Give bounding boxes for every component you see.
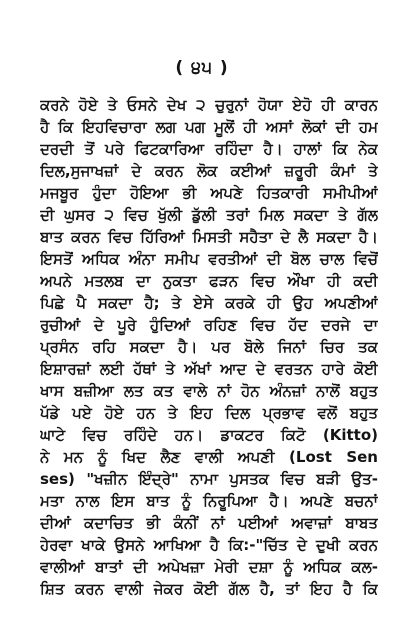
page-number: ( ੪੫ ) [175,58,229,78]
text-line-15: ਪੱਡੇ ਪਏ ਹੋਏ ਹਨ ਤੇ ਇਹ ਦਿਲ ਪ੍ਰਭਾਵ ਵਲੋਂ ਬਹੁਤ [40,404,378,422]
text-line-1: ਕਰਨੇ ਹੋਏ ਤੇ ਓਸਨੇ ਦੇਖ ੨ ਚੁਰੁਨਾਂ ਹੋਯਾ ਏਹੋ ਹੀ ਕਾਰਨ [40,96,378,114]
text-line-19: ਮਤਾ ਨਾਲ ਇਸ ਬਾਤ ਨੂੰ ਨਿਰੂਪਿਆ ਹੈ। ਅਪਣੇ ਬਚਨਾਂ [40,492,378,510]
text-line-2: ਹੈ ਕਿ ਇਹਵਿਚਾਰਾ ਲਗ ਪਗ ਮੂਲੋਂ ਹੀ ਅਸਾਂ ਲੋਕਾਂ ਦੀ ਹਮ [40,118,378,136]
text-line-16: ਘਾਟੇ ਵਿਚ ਰਹਿੰਦੇ ਹਨ। ਡਾਕਟਰ ਕਿਟੋ (Kitto) [40,426,378,444]
text-line-12: ਪ੍ਰਸੰਨ ਰਹਿ ਸਕਦਾ ਹੈ। ਪਰ ਬੋਲੇ ਜਿਨਾਂ ਚਿਰ ਤਕ [40,338,378,356]
text-line-22: ਵਾਲੀਆਂ ਬਾਤਾਂ ਦੀ ਅਪੇਖਜ਼ਾ ਮੇਰੀ ਦਸ਼ਾ ਨੂੰ ਅਧਿਕ ਕਲ- [40,558,378,576]
text-line-13: ਇਸ਼ਾਰਜ਼ਾਂ ਲਈ ਹੱਥਾਂ ਤੇ ਅੱਖਾਂ ਆਦ ਦੇ ਵਰਤਨ ਹਾਰੇ ਕੋਈ [40,360,378,378]
text-line-21: ਹੇਰਵਾ ਖਾਕੇ ਉਸਨੇ ਆਖਿਆ ਹੈ ਕਿ:-"ਚਿੱਤ ਦੇ ਦੁਖੀ ਕਰਨ [40,536,378,554]
text-line-14: ਖਾਸ ਬਜ਼ੀਆ ਲਤ ਕਤ ਵਾਲੇ ਨਾਂ ਹੋਨ ਅੰਨਜ਼ਾਂ ਨਾਲੋਂ ਬਹੁਤ [40,382,378,400]
text-line-7: ਬਾਤ ਕਰਨ ਵਿਚ ਹਿੱਰਿਆਂ ਮਿਸਤੀ ਸਹੈਤਾ ਦੇ ਲੈ ਸਕਦਾ ਹੈ। [40,228,378,246]
text-line-18: ses) "ਖਜ਼ੀਨ ਇੰਦ੍ਰੇ" ਨਾਮਾ ਪੁਸਤਕ ਵਿਚ ਬੜੀ ਉਤ- [40,470,378,488]
body-text [40,94,378,600]
text-line-17: ਨੇ ਮਨ ਨੂੰ ਖਿਦ ਲੈਣ ਵਾਲੀ ਅਪਣੀ (Lost Sen [40,448,378,466]
text-line-8: ਇਸਤੋਂ ਅਧਿਕ ਅੰਨਾ ਸਮੀਪ ਵਰਤੀਆਂ ਦੀ ਬੋਲ ਚਾਲ ਵਿਚੋਂ [40,250,378,268]
text-line-9: ਅਪਨੇ ਮਤਲਬ ਦਾ ਨੁਕਤਾ ਫੜਨ ਵਿਚ ਔਖਾ ਹੀ ਕਦੀ [40,272,378,290]
text-line-20: ਦੀਆਂ ਕਦਾਚਿਤ ਭੀ ਕੰਨੀਂ ਨਾਂ ਪਈਆਂ ਅਵਾਜ਼ਾਂ ਬਾਬਤ [40,514,378,532]
text-line-11: ਰੁਚੀਆਂ ਦੇ ਪੂਰੇ ਹੁੰਦਿਆਂ ਰਹਿਣ ਵਿਚ ਹੱਦ ਦਰਜੇ ਦਾ [40,316,378,334]
text-line-3: ਦਰਦੀ ਤੋਂ ਪਰੇ ਫਿਟਕਾਰਿਆ ਰਹਿੰਦਾ ਹੈ। ਹਾਲਾਂ ਕਿ ਨੇਕ [40,140,378,158]
text-line-23: ਸ਼ਿਤ ਕਰਨ ਵਾਲੀ ਜੇਕਰ ਕੋਈ ਗੱਲ ਹੈ, ਤਾਂ ਇਹ ਹੈ ਕਿ [40,580,378,598]
text-line-6: ਦੀ ਘੁਸਰ ੨ ਵਿਚ ਖੁੱਲੀ ਡੁੱਲੀ ਤਰਾਂ ਮਿਲ ਸਕਦਾ ਤੇ ਗੱਲ [40,206,378,224]
text-line-10: ਪਿਛੇ ਪੈ ਸਕਦਾ ਹੈ; ਤੇ ਏਸੇ ਕਰਕੇ ਹੀ ਉਹ ਅਪਣੀਆਂ [40,294,378,312]
text-line-5: ਮਜਬੂਰ ਹੁੰਦਾ ਹੋਇਆ ਭੀ ਅਪਣੇ ਹਿਤਕਾਰੀ ਸਮੀਪੀਆਂ [40,184,378,202]
text-line-4: ਦਿਲ,ਸੁਜਾਖਜ਼ਾਂ ਦੇ ਕਰਨ ਲੋਕ ਕਈਆਂ ਜ਼ਰੂਰੀ ਕੰਮਾਂ ਤੇ [40,162,378,180]
